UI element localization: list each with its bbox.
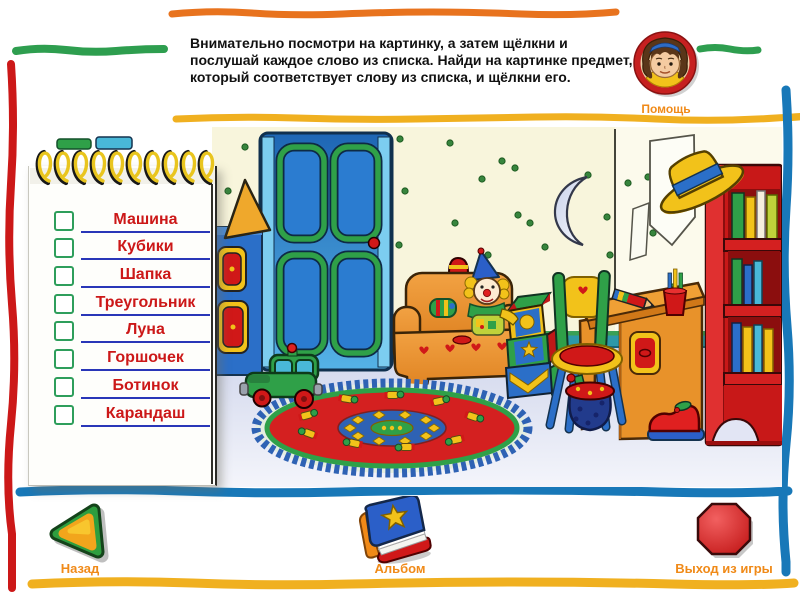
word-checkbox[interactable] — [54, 405, 74, 425]
word-list — [28, 205, 217, 427]
word-label[interactable]: Кубики — [117, 238, 174, 256]
door — [260, 133, 392, 370]
word-row-shapka[interactable] — [28, 260, 217, 288]
toy-on-sofa — [449, 258, 468, 273]
word-checkbox[interactable] — [54, 349, 74, 369]
top-orange-line — [172, 12, 616, 15]
striped-toy — [430, 299, 456, 317]
notebook — [28, 142, 217, 486]
word-checkbox[interactable] — [54, 238, 74, 258]
mid-yellow-line — [176, 116, 800, 120]
exit-button[interactable] — [690, 500, 760, 564]
door-knob — [369, 238, 380, 249]
word-row-mashina[interactable] — [28, 205, 217, 233]
help-green-line — [700, 48, 758, 51]
word-row-treugolnik[interactable] — [28, 288, 217, 316]
help-button[interactable] — [628, 26, 704, 116]
word-label[interactable]: Карандаш — [105, 404, 186, 422]
help-girl-icon[interactable] — [630, 26, 702, 100]
room-scene — [150, 127, 782, 487]
left-red-line — [8, 64, 14, 588]
word-label[interactable]: Ботинок — [112, 376, 179, 394]
instructions-text: Внимательно посмотри на картинку, а затем щёлкни и послушай каждое слово из списка. Найди на картинке предмет, который соответствует слову из списка, и щёлкни его. — [190, 35, 633, 85]
toy-cabinet — [212, 227, 262, 375]
word-label[interactable]: Треугольник — [95, 293, 196, 311]
album-book-icon — [357, 496, 432, 566]
album-label[interactable]: Альбом — [374, 561, 426, 576]
stop-octagon-icon — [698, 504, 750, 554]
bookshelf — [706, 165, 782, 445]
word-checkbox[interactable] — [54, 266, 74, 286]
spiral-binding — [30, 142, 215, 186]
word-label[interactable]: Машина — [113, 210, 178, 228]
word-label[interactable]: Горшочек — [107, 349, 184, 367]
word-checkbox[interactable] — [54, 211, 74, 231]
word-label[interactable]: Луна — [126, 321, 165, 339]
bottom-yellow-line — [32, 582, 794, 585]
right-blue-line — [783, 90, 789, 572]
word-row-kubiki[interactable] — [28, 233, 217, 261]
back-button[interactable] — [46, 502, 112, 564]
top-left-green-line — [16, 49, 164, 52]
word-row-karandash[interactable] — [28, 399, 217, 427]
word-checkbox[interactable] — [54, 294, 74, 314]
word-row-gorshochek[interactable] — [28, 343, 217, 371]
exit-label[interactable]: Выход из игры — [675, 561, 773, 576]
word-checkbox[interactable] — [54, 321, 74, 341]
word-checkbox[interactable] — [54, 377, 74, 397]
word-row-luna[interactable] — [28, 316, 217, 344]
album-button[interactable] — [356, 496, 440, 566]
bottom-blue-line — [20, 490, 788, 493]
back-label[interactable]: Назад — [60, 561, 100, 576]
help-label[interactable]: Помощь — [641, 102, 691, 116]
word-label[interactable]: Шапка — [119, 266, 172, 284]
word-row-botinok[interactable] — [28, 371, 217, 399]
